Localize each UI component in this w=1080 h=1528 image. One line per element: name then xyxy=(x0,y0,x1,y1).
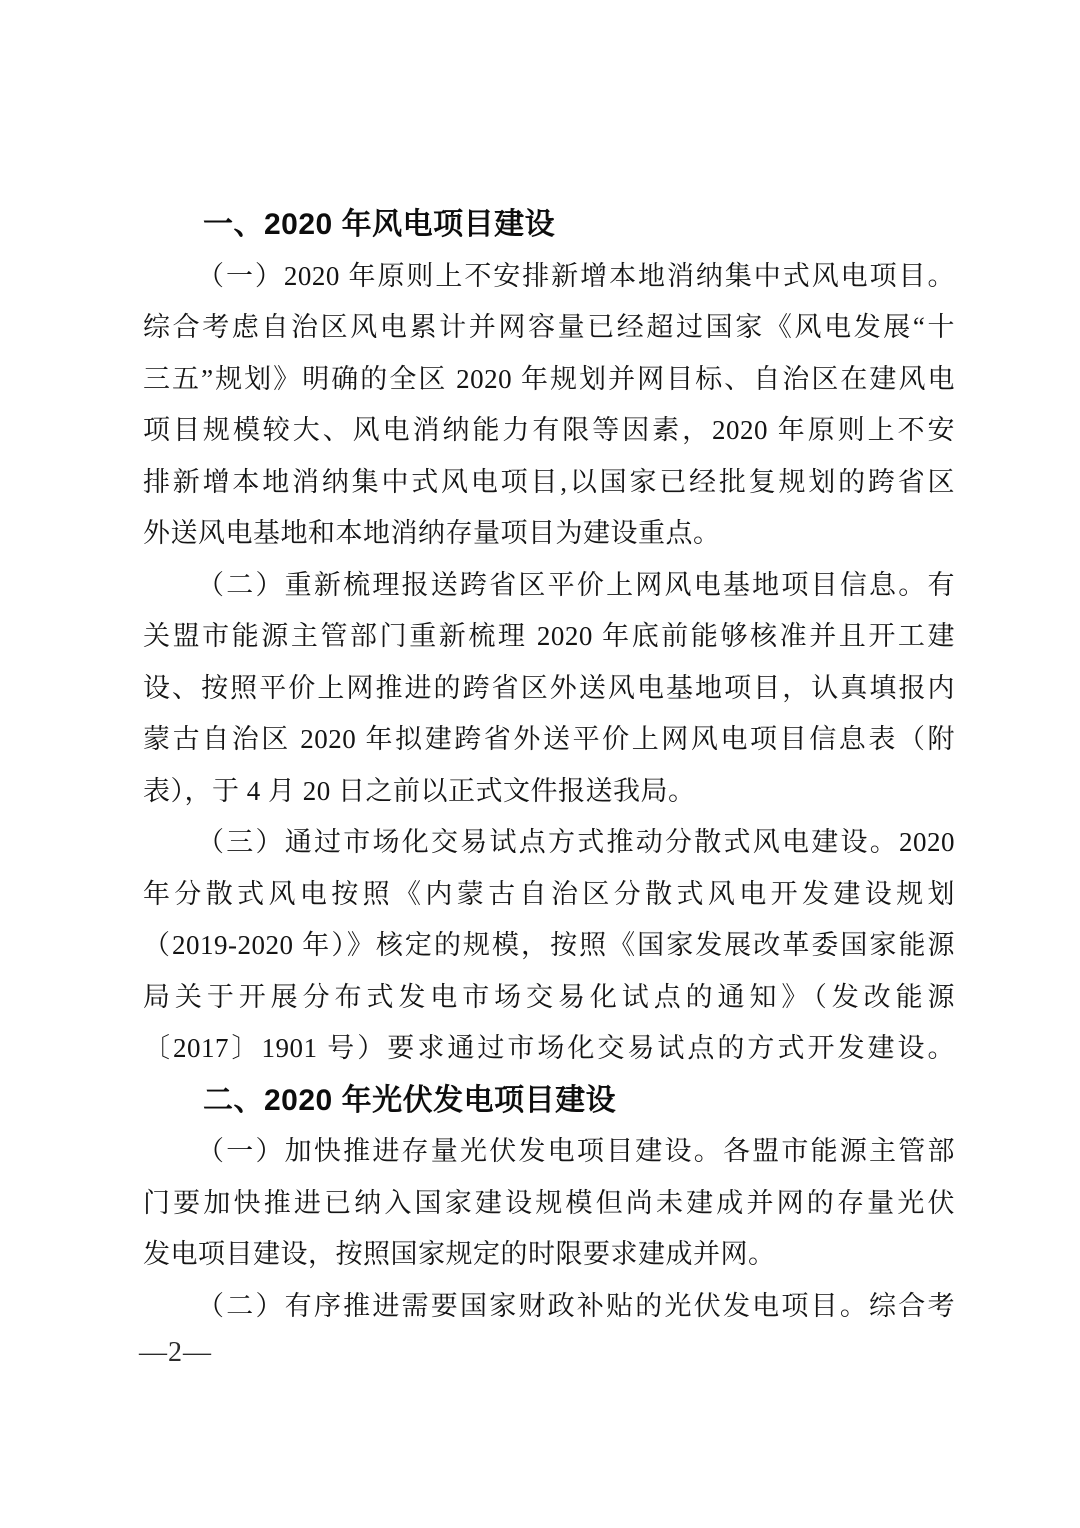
document-line: 项目规模较大、风电消纳能力有限等因素，2020 年原则上不安 xyxy=(143,415,955,445)
document-line: （一）加快推进存量光伏发电项目建设。各盟市能源主管部 xyxy=(197,1136,955,1166)
document-line: 三五”规划》明确的全区 2020 年规划并网目标、自治区在建风电 xyxy=(143,363,955,394)
document-line: 表），于 4 月 20 日之前以正式文件报送我局。 xyxy=(143,775,696,806)
document-line: （2019-2020 年）》核定的规模，按照《国家发展改革委国家能源 xyxy=(143,930,955,960)
page-number: —2— xyxy=(139,1337,212,1368)
document-line: 发电项目建设，按照国家规定的时限要求建成并网。 xyxy=(143,1239,776,1269)
document-line: 关盟市能源主管部门重新梳理 2020 年底前能够核准并且开工建 xyxy=(143,621,955,651)
section-heading: 一、2020 年风电项目建设 xyxy=(203,208,556,241)
document-line: 排新增本地消纳集中式风电项目,以国家已经批复规划的跨省区 xyxy=(143,466,955,497)
document-line: 门要加快推进已纳入国家建设规模但尚未建成并网的存量光伏 xyxy=(143,1187,955,1218)
section-heading: 二、2020 年光伏发电项目建设 xyxy=(203,1083,617,1117)
document-line: 设、按照平价上网推进的跨省区外送风电基地项目，认真填报内 xyxy=(143,672,955,703)
document-line: （二）重新梳理报送跨省区平价上网风电基地项目信息。有 xyxy=(197,569,955,600)
document-line: 局关于开展分布式发电市场交易化试点的通知》（发改能源 xyxy=(143,981,955,1012)
document-line: 蒙古自治区 2020 年拟建跨省外送平价上网风电项目信息表（附 xyxy=(143,724,955,754)
document-line: （一）2020 年原则上不安排新增本地消纳集中式风电项目。 xyxy=(197,260,955,291)
document-line: 综合考虑自治区风电累计并网容量已经超过国家《风电发展“十 xyxy=(143,312,955,342)
document-line: （二）有序推进需要国家财政补贴的光伏发电项目。综合考 xyxy=(197,1290,955,1321)
document-line: 〔2017〕1901 号）要求通过市场化交易试点的方式开发建设。 xyxy=(143,1033,955,1063)
document-line: 年分散式风电按照《内蒙古自治区分散式风电开发建设规划 xyxy=(143,878,955,909)
document-line: 外送风电基地和本地消纳存量项目为建设重点。 xyxy=(143,518,721,548)
document-lines xyxy=(143,199,955,1332)
document-line: （三）通过市场化交易试点方式推动分散式风电建设。2020 xyxy=(197,827,955,857)
